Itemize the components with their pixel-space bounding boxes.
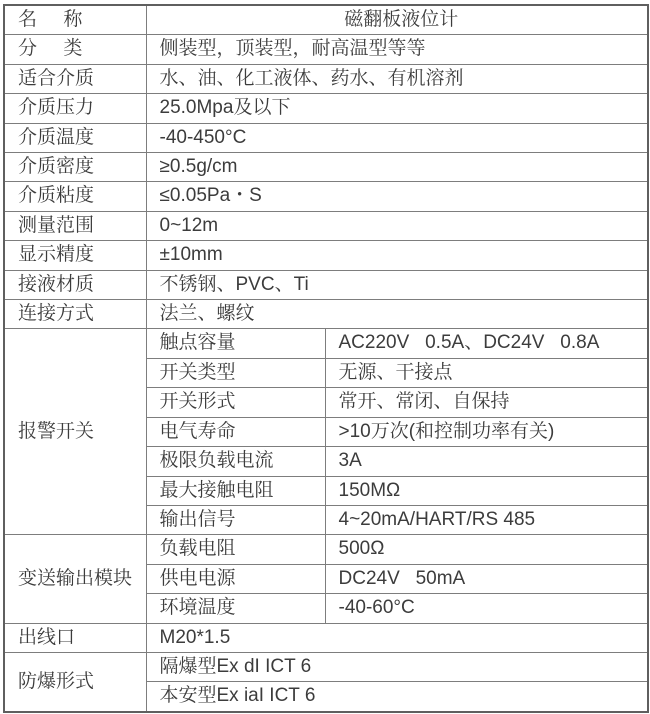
row-medium-viscosity — [4, 182, 648, 211]
row-load-resistance — [4, 535, 648, 564]
value-load-resistance: 500Ω — [325, 535, 648, 564]
value-output-signal: 4~20mA/HART/RS 485 — [325, 505, 648, 534]
sublabel-load-resistance: 负载电阻 — [146, 535, 325, 564]
row-contact-capacity — [4, 329, 648, 358]
row-suitable-medium — [4, 64, 648, 93]
value-connection-type: 法兰、螺纹 — [146, 300, 648, 329]
label-suitable-medium: 适合介质 — [4, 64, 146, 93]
value-medium-viscosity: ≤0.05Pa・S — [146, 182, 648, 211]
value-electrical-life: >10万次(和控制功率有关) — [325, 417, 648, 446]
row-medium-pressure — [4, 94, 648, 123]
label-category: 分 类 — [4, 35, 146, 64]
spec-table — [3, 4, 649, 713]
value-name: 磁翻板液位计 — [146, 5, 648, 35]
sublabel-switch-type: 开关类型 — [146, 358, 325, 387]
value-limit-load-current: 3A — [325, 447, 648, 476]
label-alarm-switch: 报警开关 — [4, 329, 146, 535]
value-power-supply: DC24V 50mA — [325, 564, 648, 593]
value-intrinsic-safety-type: 本安型Ex iaI ICT 6 — [146, 682, 648, 712]
label-medium-density: 介质密度 — [4, 153, 146, 182]
value-display-accuracy: ±10mm — [146, 241, 648, 270]
label-name: 名 称 — [4, 5, 146, 35]
value-switch-form: 常开、常闭、自保持 — [325, 388, 648, 417]
row-medium-temperature — [4, 123, 648, 152]
label-display-accuracy: 显示精度 — [4, 241, 146, 270]
value-switch-type: 无源、干接点 — [325, 358, 648, 387]
value-medium-temperature: -40-450°C — [146, 123, 648, 152]
row-measuring-range — [4, 211, 648, 240]
sublabel-ambient-temperature: 环境温度 — [146, 594, 325, 623]
label-measuring-range: 测量范围 — [4, 211, 146, 240]
sublabel-contact-capacity: 触点容量 — [146, 329, 325, 358]
label-cable-outlet: 出线口 — [4, 623, 146, 652]
label-medium-viscosity: 介质粘度 — [4, 182, 146, 211]
row-medium-density — [4, 153, 648, 182]
row-wetted-material — [4, 270, 648, 299]
label-wetted-material: 接液材质 — [4, 270, 146, 299]
value-contact-capacity: AC220V 0.5A、DC24V 0.8A — [325, 329, 648, 358]
label-medium-temperature: 介质温度 — [4, 123, 146, 152]
row-category — [4, 35, 648, 64]
row-explosion-proof-flameproof — [4, 652, 648, 681]
label-explosion-proof: 防爆形式 — [4, 652, 146, 711]
sublabel-max-contact-resistance: 最大接触电阻 — [146, 476, 325, 505]
sublabel-electrical-life: 电气寿命 — [146, 417, 325, 446]
value-suitable-medium: 水、油、化工液体、药水、有机溶剂 — [146, 64, 648, 93]
value-cable-outlet: M20*1.5 — [146, 623, 648, 652]
sublabel-limit-load-current: 极限负载电流 — [146, 447, 325, 476]
value-category: 侧装型，顶装型，耐高温型等等 — [146, 35, 648, 64]
value-wetted-material: 不锈钢、PVC、Ti — [146, 270, 648, 299]
row-connection-type — [4, 300, 648, 329]
value-medium-pressure: 25.0Mpa及以下 — [146, 94, 648, 123]
sublabel-output-signal: 输出信号 — [146, 505, 325, 534]
row-display-accuracy — [4, 241, 648, 270]
value-max-contact-resistance: 150MΩ — [325, 476, 648, 505]
label-medium-pressure: 介质压力 — [4, 94, 146, 123]
value-measuring-range: 0~12m — [146, 211, 648, 240]
label-connection-type: 连接方式 — [4, 300, 146, 329]
sublabel-power-supply: 供电电源 — [146, 564, 325, 593]
row-name — [4, 5, 648, 35]
value-ambient-temperature: -40-60°C — [325, 594, 648, 623]
value-flameproof-type: 隔爆型Ex dI ICT 6 — [146, 652, 648, 681]
sublabel-switch-form: 开关形式 — [146, 388, 325, 417]
label-transmitter-module: 变送输出模块 — [4, 535, 146, 623]
row-cable-outlet — [4, 623, 648, 652]
value-medium-density: ≥0.5g/cm — [146, 153, 648, 182]
